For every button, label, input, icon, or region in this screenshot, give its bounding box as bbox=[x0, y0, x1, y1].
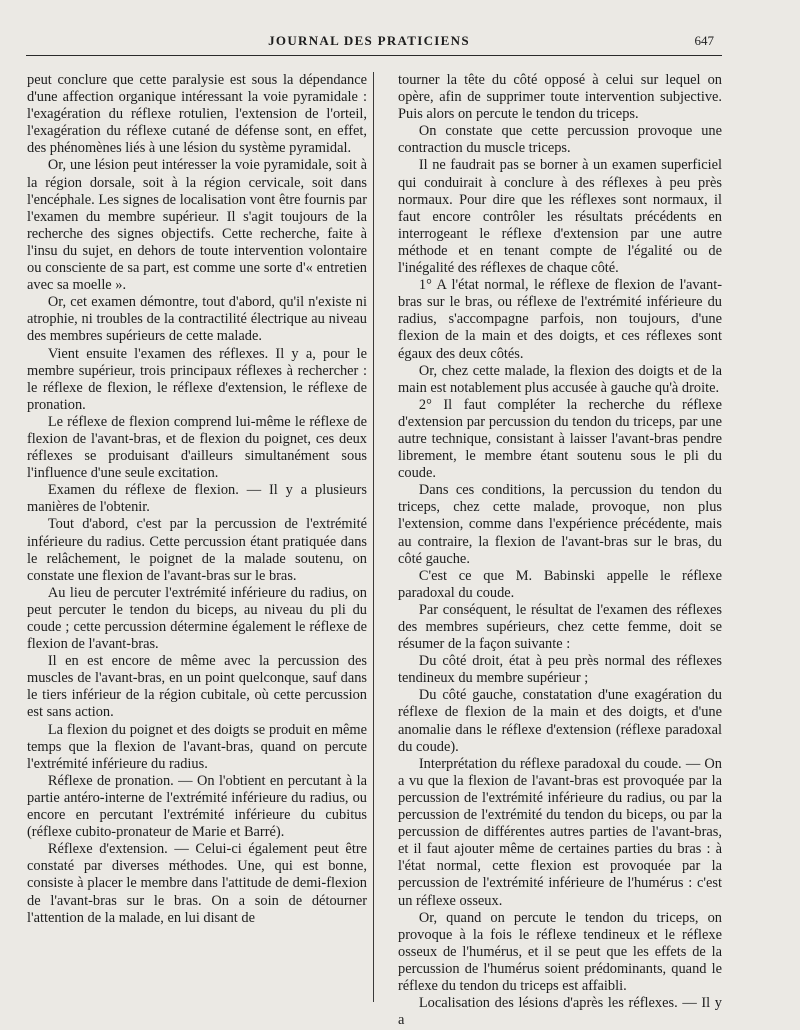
paragraph: Le réflexe de flexion comprend lui-même le réflexe de flexion de l'avant-bras, et de flexion du poignet, ces deux réflexes se produisant d'ailleurs simultanément sous l'influence d'une seule excitation. bbox=[27, 413, 367, 482]
paragraph: Par conséquent, le résultat de l'examen des réflexes des membres supérieurs, chez cette femme, doit se résumer de la façon suivante : bbox=[398, 601, 722, 653]
paragraph: Or, quand on percute le tendon du triceps, on provoque à la fois le réflexe tendineux et le réflexe osseux de l'humérus, et il se peut que les effets de la percussion de l'humérus soient prédominants, quand le réflexe du tendon du triceps est affaibli. bbox=[398, 909, 722, 994]
section-heading-paragraph: Examen du réflexe de flexion. — Il y a plusieurs manières de l'obtenir. bbox=[27, 482, 367, 516]
section-heading-paragraph: Localisation des lésions d'après les réflexes. — Il y a bbox=[398, 995, 722, 1029]
paragraph: Il ne faudrait pas se borner à un examen superficiel qui conduirait à conclure à des réflexes à peu près normaux. Pour dire que les réflexes sont normaux, il faut encore contrôler les résultats précédents en interrogeant le réflexe d'extension par une autre méthode et en tenant compte de l'égalité ou de l'inégalité des réflexes de chaque côté. bbox=[398, 157, 722, 277]
paragraph: Or, une lésion peut intéresser la voie pyramidale, soit à la région dorsale, soit à la région cervicale, soit dans l'encéphale. Les signes de localisation vont être fournis par l'examen du membre supérieur. Il s'agit toujours de la recherche des signes objectifs. Cette recherche, faite à l'insu du sujet, en dehors de toute intervention volontaire ou consciente de sa part, est comme une sorte d'« entretien avec sa moelle ». bbox=[27, 157, 367, 294]
paragraph: tourner la tête du côté opposé à celui sur lequel on opère, afin de supprimer toute intervention subjective. Puis alors on percute le tendon du triceps. bbox=[398, 72, 722, 123]
paragraph: Tout d'abord, c'est par la percussion de l'extrémité inférieure du radius. Cette percussion étant pratiquée dans le relâchement, le poignet de la malade soutenu, on constate une flexion de l'avant-bras sur le bras. bbox=[27, 516, 367, 584]
right-column bbox=[398, 72, 722, 1029]
left-column bbox=[27, 72, 367, 927]
paragraph: Au lieu de percuter l'extrémité inférieure du radius, on peut percuter le tendon du biceps, au niveau du pli du coude ; cette percussion détermine également le réflexe de flexion de l'avant-bras. bbox=[27, 584, 367, 653]
paragraph: Vient ensuite l'examen des réflexes. Il y a, pour le membre supérieur, trois principaux réflexes à rechercher : le réflexe de flexion, le réflexe d'extension, le réflexe de pronation. bbox=[27, 345, 367, 413]
paragraph: Dans ces conditions, la percussion du tendon du triceps, chez cette malade, provoque, non plus l'extension, comme dans l'expérience précédente, mais au contraire, la flexion de l'avant-bras sur le bras, du côté gauche. bbox=[398, 482, 722, 567]
paragraph: 1° A l'état normal, le réflexe de flexion de l'avant-bras sur le bras, ou réflexe de l'extrémité inférieure du radius, s'accompagne parfois, non toujours, d'une flexion de la main et des doigts, et ces réflexes sont égaux des deux côtés. bbox=[398, 277, 722, 362]
page-number: 647 bbox=[694, 33, 714, 48]
running-title: JOURNAL DES PRATICIENS bbox=[268, 33, 470, 48]
paragraph: Il en est encore de même avec la percussion des muscles de l'avant-bras, en un point quelconque, sauf dans le tiers inférieur de la région cubitale, où cette percussion est sans action. bbox=[27, 653, 367, 721]
page-header bbox=[26, 33, 712, 53]
section-heading-paragraph: Réflexe d'extension. — Celui-ci également peut être constaté par diverses méthodes. Une, qui est bonne, consiste à placer le membre dans l'attitude de demi-flexion de l'avant-bras sur le bras. On a soin de détourner l'attention de la malade, en lui disant de bbox=[27, 841, 367, 926]
section-heading-paragraph: Réflexe de pronation. — On l'obtient en percutant à la partie antéro-interne de l'extrémité inférieure du radius, ou encore en percutant l'extrémité inférieure du cubitus (réflexe cubito-pronateur de Marie et Barré). bbox=[27, 772, 367, 841]
section-heading-paragraph: Interprétation du réflexe paradoxal du coude. — On a vu que la flexion de l'avant-bras est provoquée par la percussion de l'extrémité inférieure du radius, ou par la percussion de l'extrémité du tendon du biceps, ou par la percussion de différentes autres parties de l'avant-bras, et il faut ajouter même de certaines parties du bras : à l'état normal, cette flexion est provoquée par la percussion de l'extrémité inférieure de l'humérus : c'est un réflexe osseux. bbox=[398, 755, 722, 909]
paragraph: 2° Il faut compléter la recherche du réflexe d'extension par percussion du tendon du triceps, par une autre technique, consistant à laisser l'avant-bras pendre librement, le membre étant soutenu sous le pli du coude. bbox=[398, 396, 722, 482]
paragraph: Du côté droit, état à peu près normal des réflexes tendineux du membre supérieur ; bbox=[398, 653, 722, 687]
paragraph: La flexion du poignet et des doigts se produit en même temps que la flexion de l'avant-bras, quand on percute l'extrémité inférieure du radius. bbox=[27, 721, 367, 772]
paragraph: C'est ce que M. Babinski appelle le réflexe paradoxal du coude. bbox=[398, 567, 722, 601]
paragraph: Or, chez cette malade, la flexion des doigts et de la main est notablement plus accusée à gauche qu'à droite. bbox=[398, 362, 722, 396]
column-divider bbox=[373, 72, 374, 1002]
header-rule bbox=[26, 55, 722, 56]
paragraph: On constate que cette percussion provoque une contraction du muscle triceps. bbox=[398, 123, 722, 157]
paragraph: Or, cet examen démontre, tout d'abord, qu'il n'existe ni atrophie, ni troubles de la contractilité électrique au niveau des membres supérieurs de cette malade. bbox=[27, 294, 367, 345]
paragraph: peut conclure que cette paralysie est sous la dépendance d'une affection organique intéressant la voie pyramidale : l'exagération du réflexe rotulien, l'extension de l'orteil, l'exagération du réflexe cutané de défense sont, en effet, des phénomènes liés à une lésion du système pyramidal. bbox=[27, 72, 367, 157]
paragraph: Du côté gauche, constatation d'une exagération du réflexe de flexion de la main et des doigts, et d'une anomalie dans le réflexe d'extension (réflexe paradoxal du coude). bbox=[398, 687, 722, 755]
